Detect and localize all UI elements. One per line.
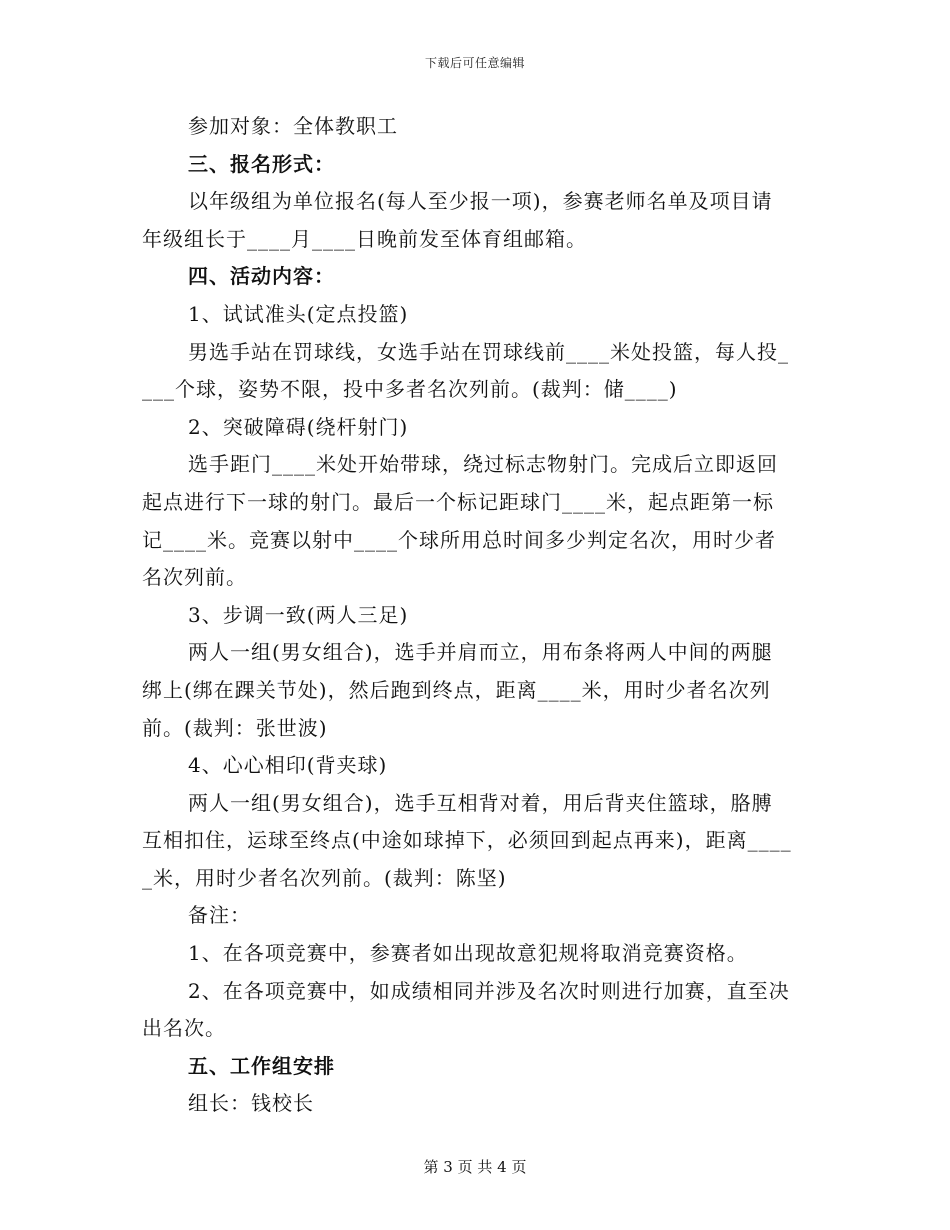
body-text-line: 1、在各项竞赛中，参赛者如出现故意犯规将取消竞赛资格。 <box>188 941 748 966</box>
body-text-line: 4、心心相印(背夹球) <box>188 753 388 778</box>
body-text-line: 参加对象：全体教职工 <box>188 114 398 138</box>
page-header: 下载后可任意编辑 <box>424 56 525 70</box>
section-heading: 五、工作组安排 <box>188 1053 335 1078</box>
body-text-line: 记____米。竞赛以射中____个球所用总时间多少判定名次，用时少者 <box>142 527 776 552</box>
body-text-line: ___个球，姿势不限，投中多者名次列前。(裁判：储____) <box>142 377 678 402</box>
body-text-line: 男选手站在罚球线，女选手站在罚球线前____米处投篮，每人投_ <box>188 339 789 364</box>
body-text-line: 备注： <box>188 903 251 928</box>
body-text-line: 选手距门____米处开始带球，绕过标志物射门。完成后立即返回 <box>188 452 778 477</box>
body-text-line: 互相扣住，运球至终点(中途如球掉下，必须回到起点再来)，距离____ <box>142 828 792 853</box>
page-footer: 第 3 页 共 4 页 <box>423 1158 527 1176</box>
body-text-line: 起点进行下一球的射门。最后一个标记距球门____米，起点距第一标 <box>142 489 774 514</box>
body-text-line: _米，用时少者名次列前。(裁判：陈坚) <box>142 865 507 890</box>
body-text-line: 以年级组为单位报名(每人至少报一项)，参赛老师名单及项目请 <box>188 189 773 214</box>
body-text-line: 名次列前。 <box>142 565 247 590</box>
section-heading: 三、报名形式： <box>188 151 335 176</box>
section-heading: 四、活动内容： <box>188 264 335 289</box>
body-text-line: 两人一组(男女组合)，选手互相背对着，用后背夹住篮球，胳膊 <box>188 790 773 815</box>
body-text-line: 2、在各项竞赛中，如成绩相同并涉及名次时则进行加赛，直至决 <box>188 978 790 1003</box>
body-text-line: 出名次。 <box>142 1016 226 1041</box>
body-text-line: 绑上(绑在踝关节处)，然后跑到终点，距离____米，用时少者名次列 <box>142 677 771 702</box>
body-text-line: 组长：钱校长 <box>188 1091 314 1116</box>
body-text-line: 2、突破障碍(绕杆射门) <box>188 414 409 439</box>
body-text-line: 年级组长于____月____日晚前发至体育组邮箱。 <box>142 226 587 251</box>
document-body <box>142 108 812 1123</box>
body-text-line: 两人一组(男女组合)，选手并肩而立，用布条将两人中间的两腿 <box>188 640 773 665</box>
body-text-line: 1、试试准头(定点投篮) <box>188 301 409 326</box>
body-text-line: 前。(裁判：张世波) <box>142 715 328 740</box>
body-text-line: 3、步调一致(两人三足) <box>188 602 409 627</box>
